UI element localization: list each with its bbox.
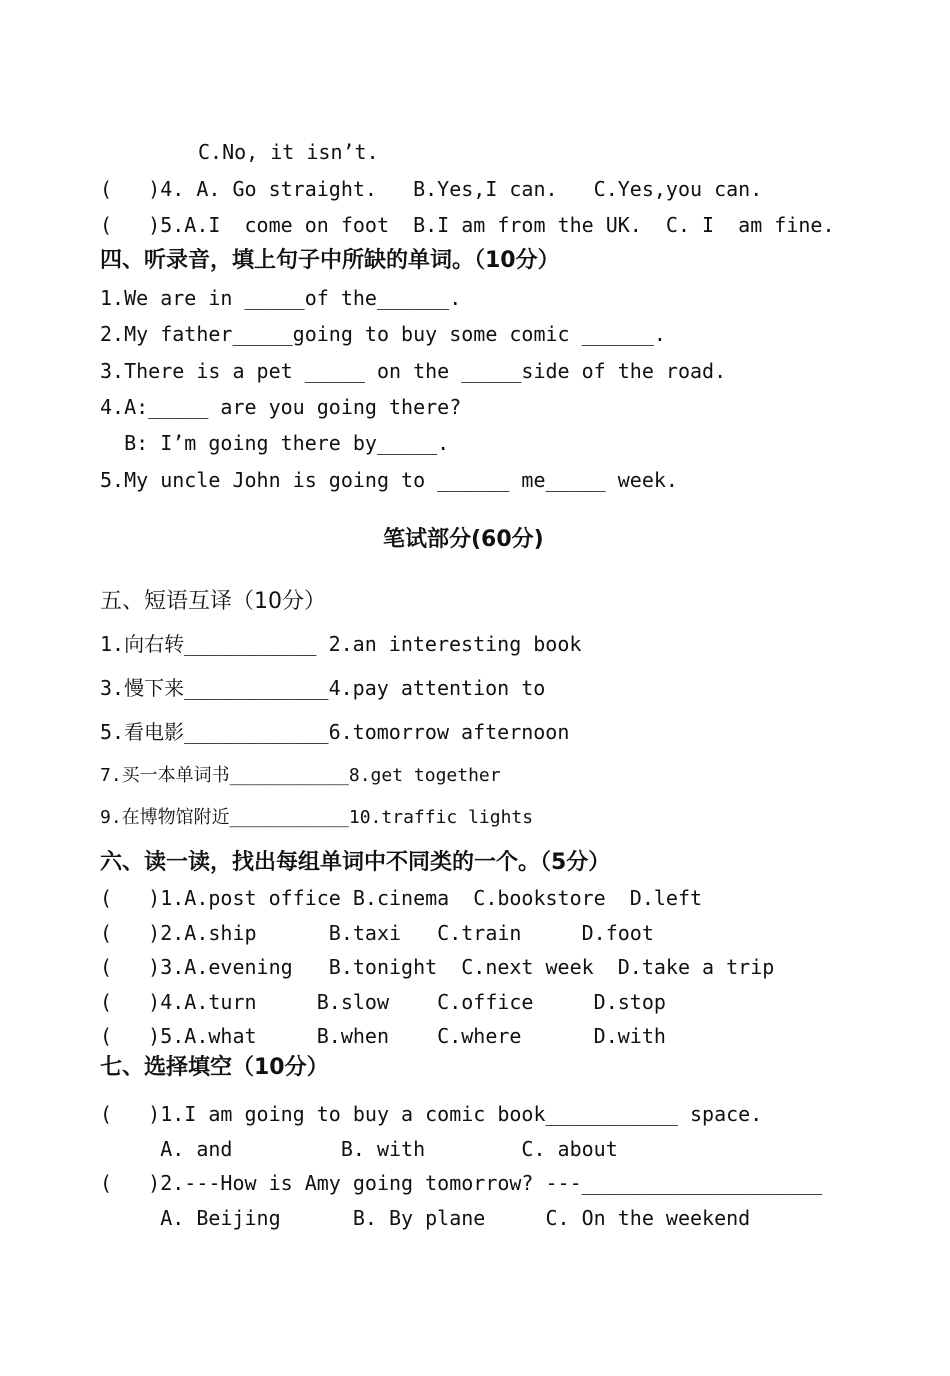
part7-q2: ( )2.---How is Amy going tomorrow? ---____________________ [100,1171,823,1195]
part5-row-5: 9.在博物馆附近___________10.traffic lights [100,807,534,828]
part4-line-3: 3.There is a pet _____ on the _____side of the road. [100,359,727,383]
part4-line-4: 4.A:_____ are you going there? [100,395,462,419]
q5-line: ( )5.A.I come on foot B.I am from the UK. C. I am fine. [100,213,835,237]
part7-q1-options: A. and B. with C. about [100,1137,618,1161]
part7-heading: 七、选择填空（10分） [100,1055,329,1080]
part4-heading: 四、听录音，填上句子中所缺的单词。（10分） [100,248,560,273]
part4-line-4b: B: I’m going there by_____. [100,431,450,455]
part4-line-2: 2.My father_____going to buy some comic ______. [100,322,666,346]
part7-q2-options: A. Beijing B. By plane C. On the weekend [100,1206,751,1230]
part5-row-4: 7.买一本单词书___________8.get together [100,765,501,786]
part6-row-2: ( )2.A.ship B.taxi C.train D.foot [100,921,654,945]
part4-line-1: 1.We are in _____of the______. [100,286,462,310]
part6-heading: 六、读一读，找出每组单词中不同类的一个。（5分） [100,850,611,875]
part4-line-5: 5.My uncle John is going to ______ me_____ week. [100,468,678,492]
part6-row-3: ( )3.A.evening B.tonight C.next week D.take a trip [100,955,775,979]
part5-row-2: 3.慢下来____________4.pay attention to [100,676,546,700]
q3-option-c: C.No, it isn’t. [198,140,379,164]
part6-row-1: ( )1.A.post office B.cinema C.bookstore D.left [100,886,703,910]
part5-heading: 五、短语互译（10分） [100,589,326,614]
written-section-title: 笔试部分(60分) [383,527,544,552]
part5-row-1: 1.向右转___________ 2.an interesting book [100,632,582,656]
part5-row-3: 5.看电影____________6.tomorrow afternoon [100,720,570,744]
q4-line: ( )4. A. Go straight. B.Yes,I can. C.Yes,you can. [100,177,763,201]
part6-row-5: ( )5.A.what B.when C.where D.with [100,1024,666,1048]
part6-row-4: ( )4.A.turn B.slow C.office D.stop [100,990,666,1014]
part7-q1: ( )1.I am going to buy a comic book___________ space. [100,1102,763,1126]
